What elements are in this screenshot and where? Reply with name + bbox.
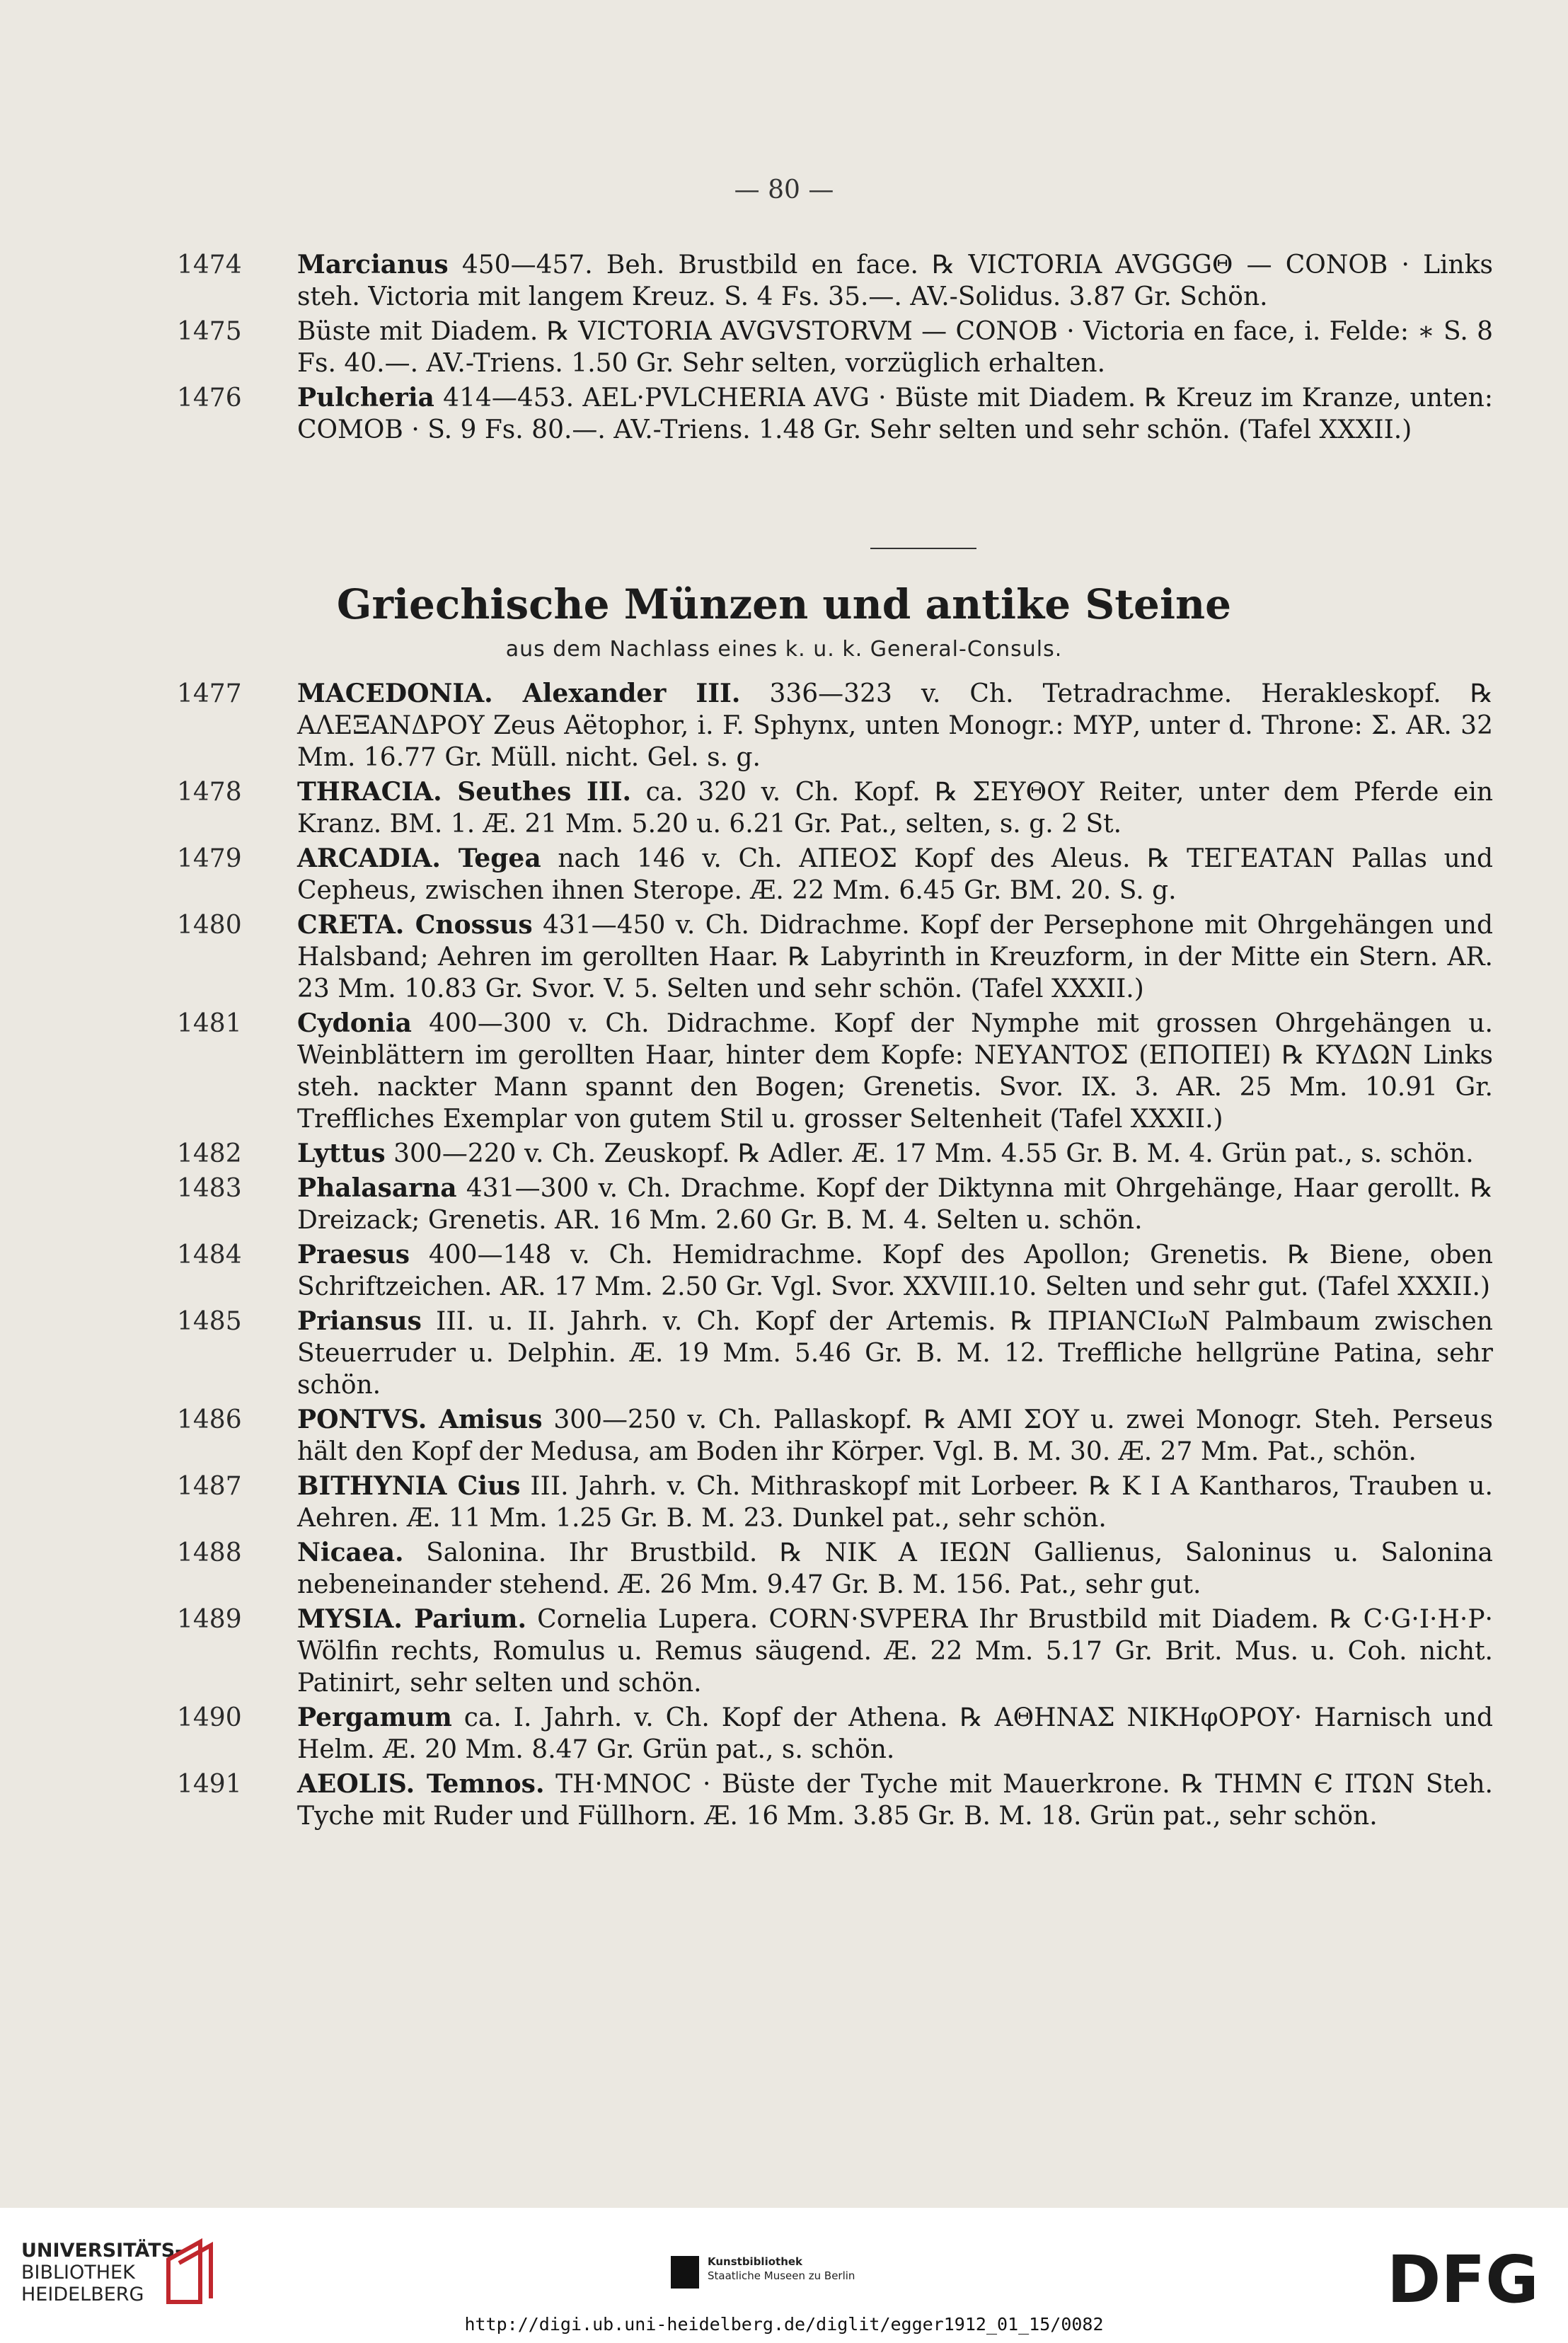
entry-text: 450—457. Beh. Brustbild en face. ℞ VICTORIA AVGGGΘ — CONOB · Links steh. Victoria mit langem Kreuz. S. 4 Fs. 35.—. AV.-Solidus. 3.87 Gr. Schön. [297,251,1493,311]
section-subtitle: aus dem Nachlass eines k. u. k. General-Consuls. [505,637,1063,662]
viewer-footer [0,2208,1568,2343]
catalog-entry [177,776,1494,840]
catalog-entry [177,1138,1493,1170]
kb-line1: Kunstbibliothek [708,2255,803,2268]
entry-text: 414—453. AEL·PVLCHERIA AVG · Büste mit Diadem. ℞ Kreuz im Kranze, unten: COMOB · S. 9 Fs. 80.—. AV.-Triens. 1.48 Gr. Sehr selten und sehr schön. (Tafel XXXII.) [297,384,1493,444]
entry-text: ca. 320 v. Ch. Kopf. ℞ ΣΕΥΘΟΥ Reiter, unter dem Pferde ein Kranz. BM. 1. Æ. 21 Mm. 5.20 u. 6.21 Gr. Pat., selten, s. g. 2 St. [297,778,1494,839]
entry-heading: Marcianus [297,250,449,280]
entry-heading: Praesus [297,1240,410,1270]
entry-number: 1489 [177,1605,242,1634]
entry-text: 400—300 v. Ch. Didrachme. Kopf der Nymphe mit grossen Ohrgehängen u. Weinblättern im gerollten Haar, hinter dem Kopfe: ΝΕΥΑΝΤΟΣ (ΕΠΟΠΕΙ) ℞ ΚΥΔΩΝ Links steh. nackter Mann spannt den Bogen; Grenetis. Svor. IX. 3. AR. 25 Mm. 10.91 Gr. Treffliches Exemplar von gutem Stil u. grosser Seltenheit (Tafel XXXII.) [297,1009,1493,1134]
entry-number: 1474 [177,251,242,280]
entry-heading: Lyttus [297,1139,386,1168]
entry-heading: THRACIA. Seuthes III. [297,777,632,807]
uni-name-line3: HEIDELBERG [21,2284,144,2305]
entry-number: 1487 [177,1472,242,1501]
catalog-entry [177,1702,1493,1766]
entry-number: 1480 [177,911,242,940]
catalog-entry [177,843,1493,906]
catalog-entry [177,678,1493,773]
catalog-entry [177,909,1493,1005]
catalog-entry [177,1768,1493,1832]
catalog-entry [177,316,1493,379]
entry-heading: Pergamum [297,1703,452,1732]
kb-line2: Staatliche Museen zu Berlin [708,2269,855,2282]
dfg-logo-icon[interactable] [1387,2247,1546,2310]
catalog-entries-top [177,249,1493,449]
catalog-entry [177,1306,1493,1401]
entry-text: 300—220 v. Ch. Zeuskopf. ℞ Adler. Æ. 17 Mm. 4.55 Gr. B. M. 4. Grün pat., s. schön. [385,1139,1474,1168]
divider-rule [870,548,976,549]
heidelberg-logo-icon[interactable] [161,2235,218,2305]
entry-heading: PONTVS. Amisus [297,1405,543,1434]
entry-heading: CRETA. Cnossus [297,910,533,940]
entry-text: Salonina. Ihr Brustbild. ℞ ΝΙΚ Α ΙΕΩΝ Gallienus, Saloninus u. Salonina nebeneinander stehend. Æ. 26 Mm. 9.47 Gr. B. M. 156. Pat., sehr gut. [297,1538,1493,1599]
entry-text: ΤΗ·ΜΝΟC · Büste der Tyche mit Mauerkrone. ℞ ΤΗΜΝ Є ΙΤΩΝ Steh. Tyche mit Ruder und Füllhorn. Æ. 16 Mm. 3.85 Gr. B. M. 18. Grün pat., sehr schön. [297,1770,1493,1831]
entry-number: 1490 [177,1703,242,1732]
entry-number: 1479 [177,844,242,873]
catalog-entry [177,249,1493,313]
entry-number: 1488 [177,1538,242,1567]
entry-number: 1485 [177,1307,242,1336]
kunstbibliothek-logo-icon[interactable] [671,2256,699,2289]
catalog-entry [177,1173,1493,1236]
entry-text: III. Jahrh. v. Ch. Mithraskopf mit Lorbeer. ℞ Κ Ι Α Kantharos, Trauben u. Aehren. Æ. 11 Mm. 1.25 Gr. B. M. 23. Dunkel pat., sehr schön. [297,1472,1494,1533]
catalog-entry [177,1604,1493,1699]
entry-text: 431—450 v. Ch. Didrachme. Kopf der Persephone mit Ohrgehängen und Halsband; Aehren im gerollten Haar. ℞ Labyrinth in Kreuzform, in der Mitte ein Stern. AR. 23 Mm. 10.83 Gr. Svor. V. 5. Selten und sehr schön. (Tafel XXXII.) [297,911,1493,1003]
kunstbibliothek-text [708,2255,855,2283]
entry-heading: Priansus [297,1306,422,1336]
entry-number: 1483 [177,1174,242,1203]
entry-text: 431—300 v. Ch. Drachme. Kopf der Diktynna mit Ohrgehänge, Haar gerollt. ℞ Dreizack; Grenetis. AR. 16 Mm. 2.60 Gr. B. M. 4. Selten u. schön. [297,1174,1493,1235]
catalog-entry [177,382,1493,446]
uni-name-line1: UNIVERSITÄTS- [21,2240,183,2262]
entry-text: 336—323 v. Ch. Tetradrachme. Herakleskopf. ℞ ΑΛΕΞΑΝΔΡΟΥ Zeus Aëtophor, i. F. Sphynx, unten Monogr.: ΜΥΡ, unter d. Throne: Σ. AR. 32 Mm. 16.77 Gr. Müll. nicht. Gel. s. g. [297,679,1493,772]
catalog-entry [177,1239,1493,1303]
entry-heading: Cydonia [297,1008,412,1038]
entry-number: 1475 [177,317,242,346]
dfg-logo-text: DFG [1387,2247,1539,2310]
entry-number: 1482 [177,1139,242,1168]
page-number: — 80 — [734,175,834,205]
catalog-entry [177,1537,1493,1601]
entry-number: 1478 [177,778,242,807]
entry-number: 1484 [177,1240,242,1270]
entry-number: 1481 [177,1009,242,1038]
catalog-entry [177,1008,1493,1135]
entry-text: Büste mit Diadem. ℞ VICTORIA AVGVSTORVM — CONOB · Victoria en face, i. Felde: ∗ S. 8 Fs. 40.—. AV.-Triens. 1.50 Gr. Sehr selten, vorzüglich erhalten. [297,317,1493,378]
entry-heading: MYSIA. Parium. [297,1604,526,1634]
entry-heading: ARCADIA. Tegea [297,844,541,873]
section-title: Griechische Münzen und antike Steine [336,580,1232,628]
entry-heading: Nicaea. [297,1538,404,1567]
entry-number: 1491 [177,1770,242,1799]
entry-text: nach 146 v. Ch. ΑΠΕΟΣ Kopf des Aleus. ℞ ΤΕΓΕΑΤΑΝ Pallas und Cepheus, zwischen ihnen Sterope. Æ. 22 Mm. 6.45 Gr. BM. 20. S. g. [297,844,1493,905]
entry-text: 400—148 v. Ch. Hemidrachme. Kopf des Apollon; Grenetis. ℞ Biene, oben Schriftzeichen. AR. 17 Mm. 2.50 Gr. Vgl. Svor. XXVIII.10. Selten und sehr gut. (Tafel XXXII.) [297,1240,1493,1301]
entry-heading: Pulcheria [297,383,434,413]
uni-name-line2: BIBLIOTHEK [21,2262,135,2284]
catalog-entry [177,1404,1493,1468]
entry-heading: Phalasarna [297,1173,457,1203]
permalink-url[interactable]: http://digi.ub.uni-heidelberg.de/diglit/egger1912_01_15/0082 [464,2314,1104,2335]
entry-number: 1477 [177,679,242,708]
entry-text: ca. I. Jahrh. v. Ch. Kopf der Athena. ℞ ΑΘΗΝΑΣ ΝΙΚΗφΟΡΟΥ· Harnisch und Helm. Æ. 20 Mm. 8.47 Gr. Grün pat., s. schön. [297,1703,1493,1764]
catalog-entries-greek [177,678,1494,1835]
entry-heading: AEOLIS. Temnos. [297,1769,545,1799]
entry-text: 300—250 v. Ch. Pallaskopf. ℞ ΑΜΙ ΣΟΥ u. zwei Monogr. Steh. Perseus hält den Kopf der Medusa, am Boden ihr Körper. Vgl. B. M. 30. Æ. 27 Mm. Pat., schön. [297,1405,1493,1466]
entry-heading: BITHYNIA Cius [297,1471,521,1501]
university-library-logo-text[interactable] [21,2240,183,2305]
entry-heading: MACEDONIA. Alexander III. [297,679,741,708]
entry-number: 1486 [177,1405,242,1434]
entry-number: 1476 [177,384,242,413]
entry-text: III. u. II. Jahrh. v. Ch. Kopf der Artemis. ℞ ΠΡΙΑΝCΙωΝ Palmbaum zwischen Steuerruder u. Delphin. Æ. 19 Mm. 5.46 Gr. B. M. 12. Treffliche hellgrüne Patina, sehr schön. [297,1307,1493,1400]
catalog-entry [177,1470,1494,1534]
entry-text: Cornelia Lupera. CORN·SVPERA Ihr Brustbild mit Diadem. ℞ C·G·I·H·P· Wölfin rechts, Romulus u. Remus säugend. Æ. 22 Mm. 5.17 Gr. Brit. Mus. u. Coh. nicht. Patinirt, sehr selten und schön. [297,1605,1493,1698]
